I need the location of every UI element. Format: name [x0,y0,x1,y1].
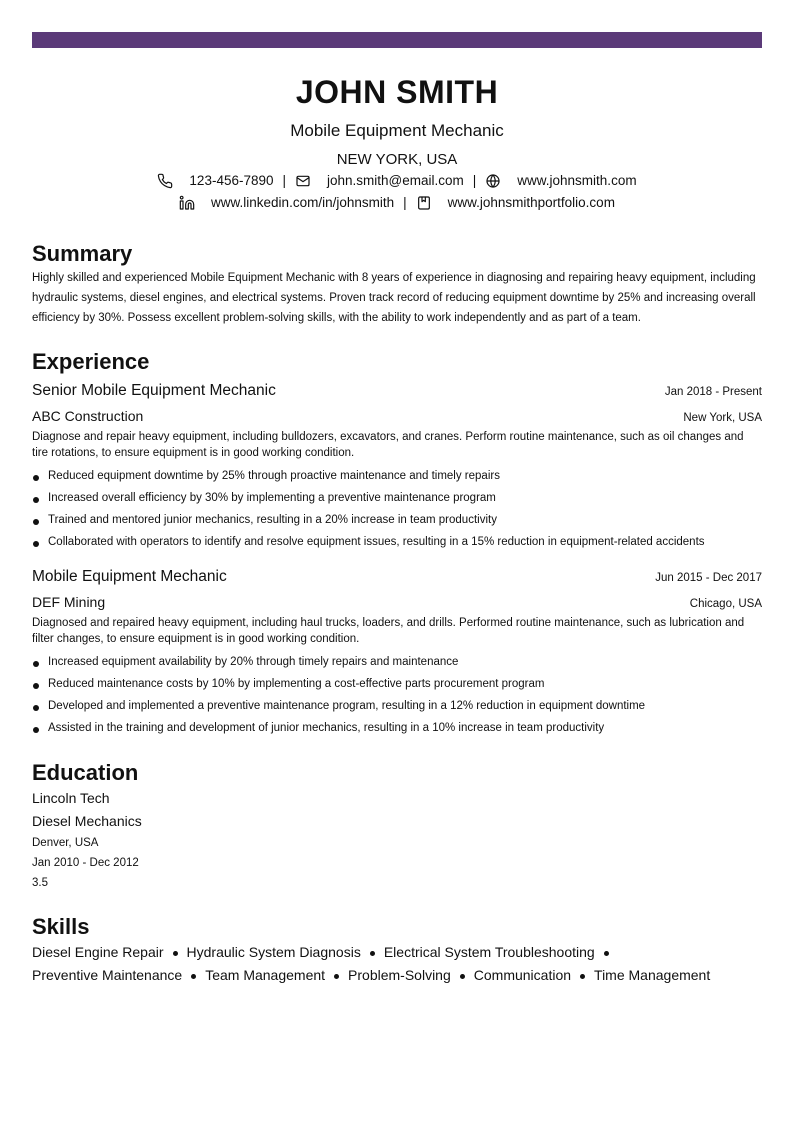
experience-section [32,348,762,739]
separator: | [472,173,477,188]
section-title-education: Education [32,760,139,785]
bullet-icon [334,974,339,979]
linkedin-link[interactable]: www.linkedin.com/in/johnsmith [211,195,395,210]
list-item [32,717,762,739]
bullet-icon [33,519,39,525]
list-item [32,673,762,695]
skills-line-2 [32,964,762,987]
program-name: Diesel Mechanics [32,813,142,829]
separator: | [403,195,407,210]
bullet-icon [370,951,375,956]
education-dates: Jan 2010 - Dec 2012 [32,857,139,869]
job-header [32,380,762,403]
resume-body [32,240,762,987]
gpa: 3.5 [32,877,48,889]
job-entry [32,566,762,739]
bullet-icon [604,951,609,956]
job-subheader [32,591,762,615]
phone-icon [157,173,173,189]
summary-section [32,240,762,328]
skill-item: Diesel Engine Repair [32,944,164,960]
section-title-experience: Experience [32,349,150,374]
skill-item: Electrical System Troubleshooting [383,944,595,960]
bullet-icon [33,683,39,689]
skill-item: Time Management [594,967,711,983]
phone-link[interactable]: 123-456-7890 [189,173,274,188]
job-dates: Jan 2018 - Present [664,386,762,398]
section-title-summary: Summary [32,241,133,266]
job-dates: Jun 2015 - Dec 2017 [655,572,762,584]
list-item [32,651,762,673]
linkedin-icon [179,195,195,211]
achievement-list [32,465,762,553]
job-header [32,566,762,589]
job-description: Diagnosed and repaired heavy equipment, including haul trucks, loaders, and drills. Performed routine maintenance, such as lubrication and filter changes, to ensure equipment is in good working condition. [32,617,745,645]
achievement-text: Increased equipment availability by 20% through timely repairs and maintenance [48,656,459,668]
bullet-icon [33,541,39,547]
skills-line-1 [32,941,762,964]
achievement-text: Reduced equipment downtime by 25% through proactive maintenance and timely repairs [48,470,500,482]
achievement-text: Reduced maintenance costs by 10% by implementing a cost-effective parts procurement program [48,678,545,690]
achievement-text: Trained and mentored junior mechanics, resulting in a 20% increase in team productivity [48,514,497,526]
bullet-icon [191,974,196,979]
accent-bar [32,32,762,48]
education-section [32,759,762,893]
achievement-text: Collaborated with operators to identify and resolve equipment issues, resulting in a 15% reduction in equipment-related accidents [48,536,705,548]
candidate-location: NEW YORK, USA [336,151,458,168]
contact-line-2 [32,192,762,214]
skill-item: Team Management [205,967,326,983]
bullet-icon [580,974,585,979]
bullet-icon [173,951,178,956]
portfolio-icon [416,195,432,211]
portfolio-link[interactable]: www.johnsmithportfolio.com [447,195,615,210]
bullet-icon [460,974,465,979]
school-name: Lincoln Tech [32,790,110,806]
skill-item: Problem-Solving [348,967,451,983]
job-location: Chicago, USA [689,598,762,610]
list-item [32,509,762,531]
separator: | [282,173,287,188]
candidate-name: JOHN SMITH [295,74,499,110]
skill-item: Communication [473,967,572,983]
job-title: Senior Mobile Equipment Mechanic [32,382,276,399]
list-item [32,487,762,509]
summary-text: Highly skilled and experienced Mobile Equipment Mechanic with 8 years of experience in diagnosing and repairing heavy equipment, including hydraulic systems, diesel engines, and electrical systems. Proven track record of reducing equipment downtime by 25% and increasing overall efficiency by 30%. Possess excellent problem-solving skills, with the ability to work independently and as part of a team. [32,272,756,324]
bullet-icon [33,705,39,711]
website-link[interactable]: www.johnsmith.com [517,173,637,188]
job-title: Mobile Equipment Mechanic [32,568,227,585]
contact-line-1 [32,170,762,192]
email-icon [295,173,311,189]
skill-item: Preventive Maintenance [32,967,183,983]
list-item [32,465,762,487]
bullet-icon [33,475,39,481]
company-name: ABC Construction [32,408,144,424]
achievement-text: Developed and implemented a preventive maintenance program, resulting in a 12% reduction in equipment downtime [48,700,646,712]
bullet-icon [33,727,39,733]
achievement-text: Increased overall efficiency by 30% by implementing a preventive maintenance program [48,492,496,504]
bullet-icon [33,497,39,503]
section-title-skills: Skills [32,914,90,939]
job-subheader [32,405,762,429]
bullet-icon [33,661,39,667]
list-item [32,695,762,717]
skills-section [32,913,762,987]
school-location: Denver, USA [32,837,99,849]
candidate-role: Mobile Equipment Mechanic [290,121,504,140]
achievement-text: Assisted in the training and development of junior mechanics, resulting in a 10% increase in team productivity [48,722,605,734]
job-entry [32,380,762,553]
email-link[interactable]: john.smith@email.com [327,173,464,188]
skill-item: Hydraulic System Diagnosis [186,944,361,960]
job-description: Diagnose and repair heavy equipment, including bulldozers, excavators, and cranes. Perform routine maintenance, such as oil changes and tire rotations, to ensure equipment is in good working condition. [32,431,744,459]
job-location: New York, USA [683,412,762,424]
company-name: DEF Mining [32,594,106,610]
resume-header [32,72,762,214]
list-item [32,531,762,553]
achievement-list [32,651,762,739]
globe-icon [485,173,501,189]
